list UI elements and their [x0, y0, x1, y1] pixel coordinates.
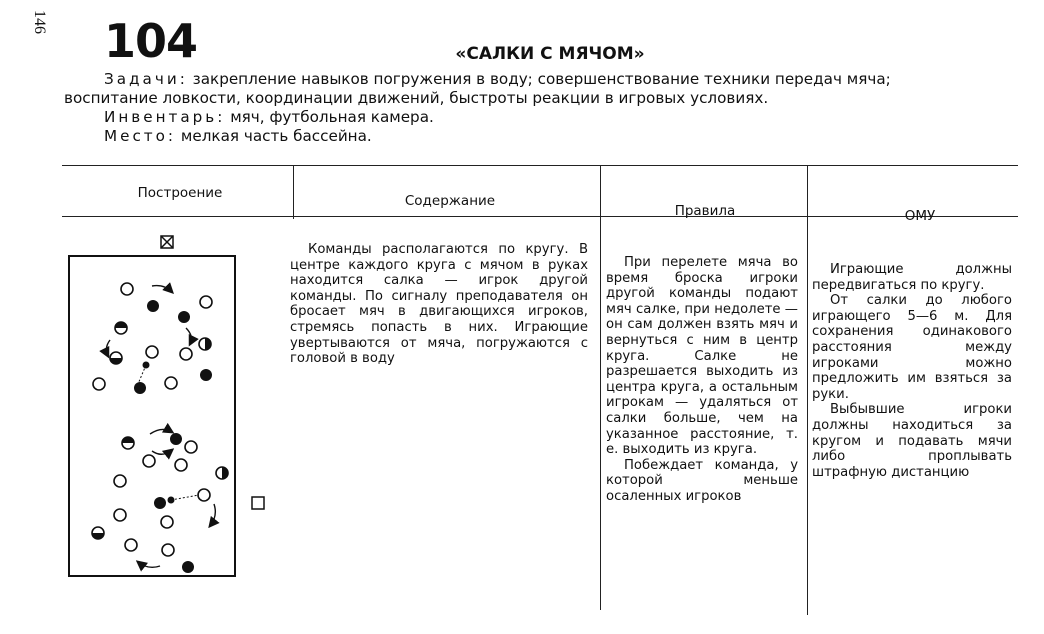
place-label: Место: — [104, 127, 177, 145]
player-open-icon — [143, 455, 155, 467]
content-paragraph-1: Команды располагаются по кругу. В центре каждого круга с мячом в руках находится салка — игрок другой команды. По сигналу преподавателя он бросает мяч в двигающихся игроков, стремясь попасть в них. Играющие увертываются от мяча, погружаются с головой в воду — [290, 242, 588, 367]
player-open-icon — [93, 378, 105, 390]
player-open-icon — [175, 459, 187, 471]
intro-block — [64, 70, 1024, 146]
column-header-content: Содержание — [404, 193, 496, 209]
player-open-icon — [198, 489, 210, 501]
rules-paragraph-2: Побеждает команда, у которой меньше осаленных игроков — [606, 457, 798, 504]
player-open-icon — [165, 377, 177, 389]
content-text — [290, 242, 588, 367]
tasks-label: Задачи: — [104, 70, 188, 88]
place-line — [64, 127, 1024, 146]
player-open-icon — [146, 346, 158, 358]
omu-paragraph-1: Играющие должны передвигаться по кругу. — [812, 262, 1012, 293]
player-open-icon — [200, 296, 212, 308]
place-text: мелкая часть бассейна. — [180, 127, 372, 145]
player-open-icon — [180, 348, 192, 360]
player-filled-icon — [178, 311, 190, 323]
column-header-rules: Правила — [674, 203, 736, 219]
column-header-omu: ОМУ — [904, 208, 936, 224]
exercise-title: «САЛКИ С МЯЧОМ» — [455, 44, 645, 64]
omu-paragraph-3: Выбывшие игроки должны находиться за кругом и подавать мячи либо проплывать штрафную дистанцию — [812, 402, 1012, 480]
rules-text — [606, 255, 798, 505]
player-open-icon — [162, 544, 174, 556]
inventory-line — [64, 108, 1024, 127]
formation-diagram — [68, 236, 268, 582]
exercise-number: 104 — [104, 14, 198, 68]
player-filled-icon — [134, 382, 146, 394]
column-divider-1 — [293, 165, 294, 219]
player-open-icon — [185, 441, 197, 453]
table-top-rule — [62, 165, 1018, 166]
player-filled-icon — [200, 369, 212, 381]
player-open-icon — [161, 516, 173, 528]
inventory-label: Инвентарь: — [104, 108, 226, 126]
omu-text — [812, 262, 1012, 480]
tasks-line-2: воспитание ловкости, координации движений, быстроты реакции в игровых условиях. — [64, 89, 769, 107]
player-filled-icon — [170, 433, 182, 445]
player-open-icon — [125, 539, 137, 551]
omu-paragraph-2: От салки до любого играющего 5—6 м. Для сохранения одинакового расстояния между игроками можно предложить им взяться за руки. — [812, 293, 1012, 402]
column-divider-3 — [807, 165, 808, 615]
player-open-icon — [121, 283, 133, 295]
player-filled-icon — [154, 497, 166, 509]
tasks-line-1 — [64, 70, 1024, 89]
tasks-text-1: закрепление навыков погружения в воду; совершенствование техники передач мяча; — [192, 70, 891, 88]
column-divider-2 — [600, 165, 601, 610]
player-filled-icon — [147, 300, 159, 312]
inventory-text: мяч, футбольная камера. — [230, 108, 434, 126]
player-filled-icon — [182, 561, 194, 573]
player-open-icon — [114, 509, 126, 521]
page-number: 146 — [31, 10, 48, 34]
rules-paragraph-1: При перелете мяча во время броска игроки другой команды подают мяч салке, при недолете — он сам должен взять мяч и вернуться с ним в центр круга. Салке не разрешается выходить из центра круга, а остальным игрокам — удаляться от салки больше, чем на указанное расстояние, т. е. выходить из круга. — [606, 255, 798, 458]
column-header-formation: Построение — [137, 185, 223, 201]
player-open-icon — [114, 475, 126, 487]
